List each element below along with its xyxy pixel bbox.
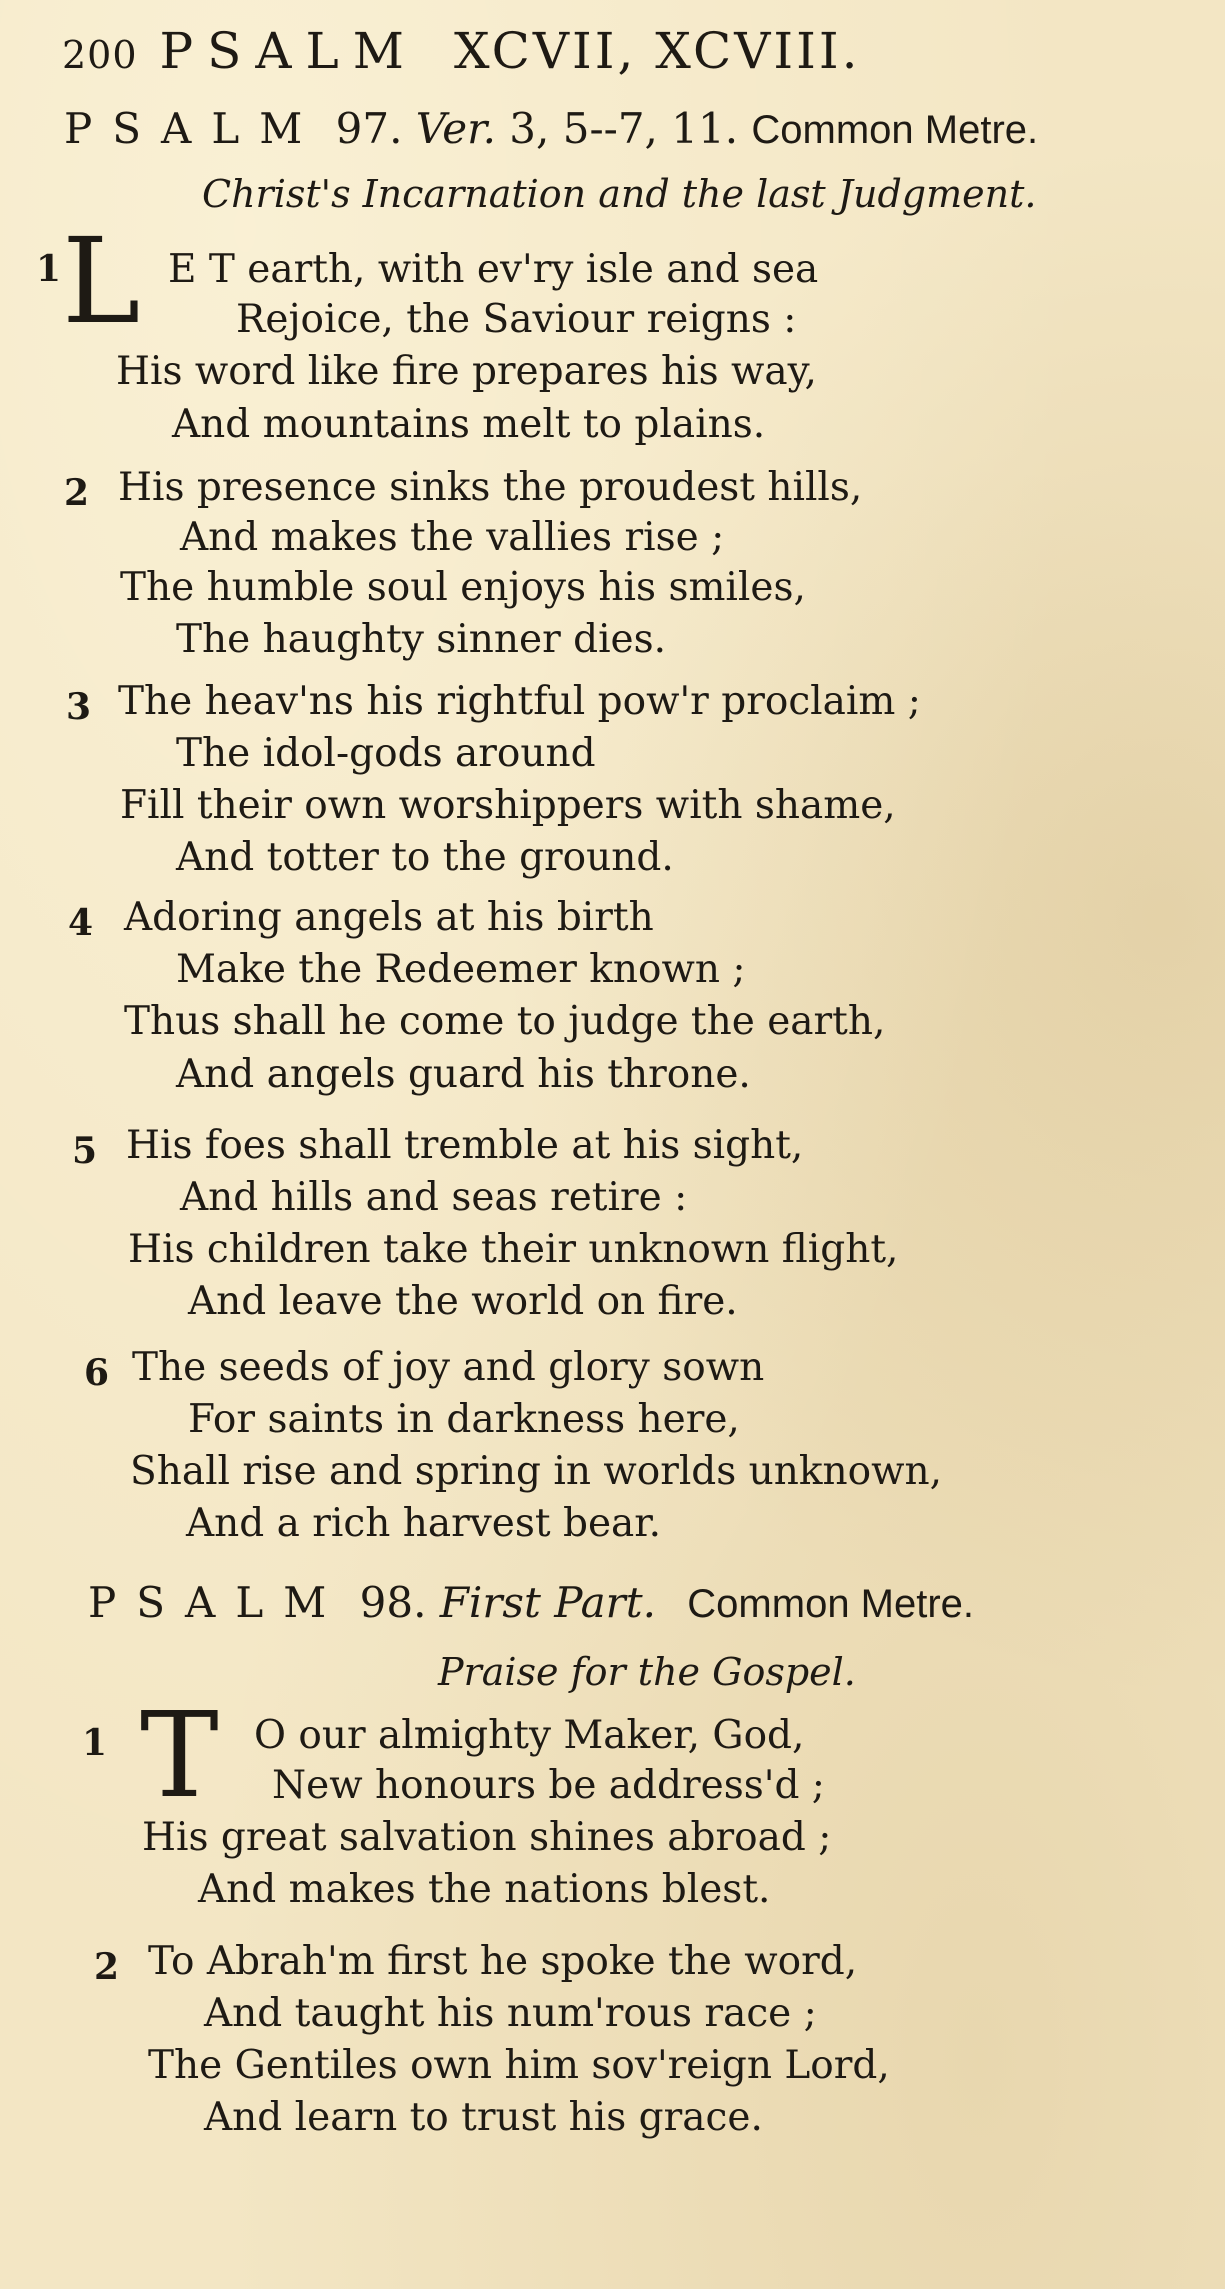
verse-line: The heav'ns his rightful pow'r proclaim ; bbox=[118, 679, 921, 724]
verse-line: And totter to the ground. bbox=[176, 835, 674, 880]
verse-line: And makes the vallies rise ; bbox=[180, 515, 725, 560]
verse-line: O our almighty Maker, God, bbox=[254, 1713, 805, 1758]
verse-line: And hills and seas retire : bbox=[180, 1175, 688, 1220]
metre-label: Common Metre. bbox=[751, 108, 1039, 152]
verse-line: His foes shall tremble at his sight, bbox=[126, 1123, 804, 1168]
verse-line: And leave the world on fire. bbox=[188, 1279, 738, 1324]
verse-line: The Gentiles own him sov'reign Lord, bbox=[148, 2043, 890, 2088]
psalm-label: PSALM bbox=[88, 1578, 347, 1627]
page-number: 200 bbox=[62, 33, 138, 77]
verse-line: His presence sinks the proudest hills, bbox=[118, 465, 863, 510]
verse-line: And learn to trust his grace. bbox=[204, 2095, 763, 2140]
verse-line: Shall rise and spring in worlds unknown, bbox=[130, 1449, 943, 1494]
verse-line: His great salvation shines abroad ; bbox=[142, 1815, 832, 1860]
verse-line: The haughty sinner dies. bbox=[176, 617, 667, 662]
psalm-97-heading bbox=[64, 104, 1038, 153]
metre-label: Common Metre. bbox=[687, 1582, 975, 1626]
psalm-label: PSALM bbox=[64, 104, 323, 153]
verse-line: And makes the nations blest. bbox=[198, 1867, 771, 1912]
verse-line: His children take their unknown flight, bbox=[128, 1227, 899, 1272]
verse-line: The humble soul enjoys his smiles, bbox=[120, 565, 806, 610]
verse-line: E T earth, with ev'ry isle and sea bbox=[168, 247, 819, 292]
verse-line: And a rich harvest bear. bbox=[186, 1501, 662, 1546]
part-label: First Part. bbox=[439, 1578, 656, 1627]
verse-line: The idol-gods around bbox=[176, 731, 596, 776]
psalm-98-heading bbox=[88, 1578, 974, 1627]
verse-line: Make the Redeemer known ; bbox=[176, 947, 746, 992]
verse-line: New honours be address'd ; bbox=[272, 1763, 825, 1808]
stanza-number: 4 bbox=[68, 902, 94, 944]
verse-line: Rejoice, the Saviour reigns : bbox=[236, 297, 797, 342]
drop-cap: L bbox=[62, 212, 141, 350]
verse-range: 3, 5--7, 11. bbox=[509, 104, 739, 153]
verse-line: The seeds of joy and glory sown bbox=[132, 1345, 765, 1390]
verse-ref-label: Ver. bbox=[415, 104, 496, 153]
stanza-number: 5 bbox=[72, 1130, 98, 1172]
drop-cap: T bbox=[140, 1686, 219, 1824]
stanza-number: 1 bbox=[36, 248, 62, 290]
verse-line: And taught his num'rous race ; bbox=[204, 1991, 817, 2036]
verse-line: His word like fire prepares his way, bbox=[116, 349, 817, 394]
verse-line: For saints in darkness here, bbox=[188, 1397, 740, 1442]
stanza-number: 1 bbox=[82, 1722, 108, 1764]
psalm-number: 97. bbox=[335, 104, 403, 153]
verse-line: And angels guard his throne. bbox=[176, 1052, 751, 1097]
psalm-97-subtitle: Christ's Incarnation and the last Judgment. bbox=[202, 172, 1037, 216]
verse-line: Adoring angels at his birth bbox=[124, 895, 654, 940]
running-head-numbers: XCVII, XCVIII. bbox=[453, 22, 861, 80]
stanza-number: 2 bbox=[64, 472, 90, 514]
verse-line: Fill their own worshippers with shame, bbox=[120, 783, 896, 828]
stanza-number: 3 bbox=[66, 686, 92, 728]
verse-line: To Abrah'm first he spoke the word, bbox=[148, 1939, 858, 1984]
psalm-98-subtitle: Praise for the Gospel. bbox=[438, 1650, 856, 1694]
verse-line: Thus shall he come to judge the earth, bbox=[124, 999, 886, 1044]
stanza-number: 6 bbox=[84, 1352, 110, 1394]
verse-line: And mountains melt to plains. bbox=[172, 402, 766, 447]
stanza-number: 2 bbox=[94, 1946, 120, 1988]
running-head bbox=[62, 22, 861, 80]
running-head-title: PSALM bbox=[159, 22, 418, 80]
psalm-number: 98. bbox=[359, 1578, 427, 1627]
